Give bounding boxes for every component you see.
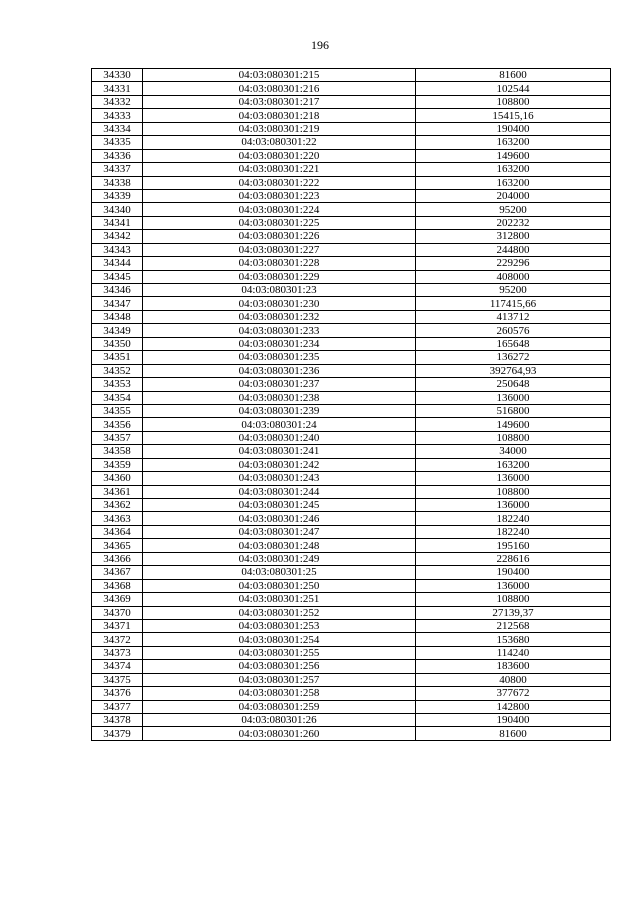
row-number-cell: 34367	[92, 566, 143, 579]
value-cell: 108800	[416, 95, 611, 108]
row-number-cell: 34334	[92, 122, 143, 135]
cadastral-number-cell: 04:03:080301:242	[143, 458, 416, 471]
value-cell: 95200	[416, 284, 611, 297]
cadastral-number-cell: 04:03:080301:219	[143, 122, 416, 135]
row-number-cell: 34341	[92, 216, 143, 229]
table-row	[92, 525, 611, 538]
table-row	[92, 176, 611, 189]
value-cell: 182240	[416, 512, 611, 525]
table-row	[92, 727, 611, 740]
cadastral-number-cell: 04:03:080301:243	[143, 472, 416, 485]
cadastral-number-cell: 04:03:080301:215	[143, 69, 416, 82]
cadastral-number-cell: 04:03:080301:23	[143, 284, 416, 297]
row-number-cell: 34345	[92, 270, 143, 283]
cadastral-number-cell: 04:03:080301:260	[143, 727, 416, 740]
cadastral-number-cell: 04:03:080301:250	[143, 579, 416, 592]
value-cell: 165648	[416, 337, 611, 350]
value-cell: 413712	[416, 310, 611, 323]
cadastral-number-cell: 04:03:080301:240	[143, 431, 416, 444]
row-number-cell: 34364	[92, 525, 143, 538]
cadastral-number-cell: 04:03:080301:236	[143, 364, 416, 377]
cadastral-number-cell: 04:03:080301:248	[143, 539, 416, 552]
value-cell: 114240	[416, 646, 611, 659]
cadastral-number-cell: 04:03:080301:235	[143, 351, 416, 364]
cadastral-number-cell: 04:03:080301:226	[143, 230, 416, 243]
cadastral-number-cell: 04:03:080301:218	[143, 109, 416, 122]
row-number-cell: 34356	[92, 418, 143, 431]
value-cell: 153680	[416, 633, 611, 646]
row-number-cell: 34365	[92, 539, 143, 552]
table-row	[92, 512, 611, 525]
table-row	[92, 552, 611, 565]
table-row	[92, 189, 611, 202]
cadastral-number-cell: 04:03:080301:233	[143, 324, 416, 337]
table-row	[92, 136, 611, 149]
row-number-cell: 34343	[92, 243, 143, 256]
row-number-cell: 34352	[92, 364, 143, 377]
row-number-cell: 34379	[92, 727, 143, 740]
value-cell: 377672	[416, 687, 611, 700]
table-row	[92, 324, 611, 337]
row-number-cell: 34368	[92, 579, 143, 592]
value-cell: 108800	[416, 593, 611, 606]
cadastral-number-cell: 04:03:080301:227	[143, 243, 416, 256]
row-number-cell: 34350	[92, 337, 143, 350]
value-cell: 163200	[416, 136, 611, 149]
cadastral-number-cell: 04:03:080301:245	[143, 499, 416, 512]
value-cell: 228616	[416, 552, 611, 565]
table-row	[92, 310, 611, 323]
row-number-cell: 34358	[92, 445, 143, 458]
table-row	[92, 122, 611, 135]
table-row	[92, 458, 611, 471]
value-cell: 40800	[416, 673, 611, 686]
value-cell: 183600	[416, 660, 611, 673]
row-number-cell: 34336	[92, 149, 143, 162]
row-number-cell: 34376	[92, 687, 143, 700]
row-number-cell: 34370	[92, 606, 143, 619]
row-number-cell: 34351	[92, 351, 143, 364]
row-number-cell: 34338	[92, 176, 143, 189]
table-row	[92, 660, 611, 673]
cadastral-number-cell: 04:03:080301:239	[143, 404, 416, 417]
cadastral-number-cell: 04:03:080301:229	[143, 270, 416, 283]
cadastral-number-cell: 04:03:080301:221	[143, 163, 416, 176]
registry-table	[91, 68, 611, 741]
cadastral-number-cell: 04:03:080301:25	[143, 566, 416, 579]
row-number-cell: 34369	[92, 593, 143, 606]
table-row	[92, 95, 611, 108]
table-row	[92, 230, 611, 243]
row-number-cell: 34330	[92, 69, 143, 82]
table-row	[92, 485, 611, 498]
value-cell: 312800	[416, 230, 611, 243]
cadastral-number-cell: 04:03:080301:241	[143, 445, 416, 458]
cadastral-number-cell: 04:03:080301:258	[143, 687, 416, 700]
table-row	[92, 163, 611, 176]
value-cell: 34000	[416, 445, 611, 458]
cadastral-number-cell: 04:03:080301:255	[143, 646, 416, 659]
cadastral-number-cell: 04:03:080301:22	[143, 136, 416, 149]
table-row	[92, 431, 611, 444]
value-cell: 408000	[416, 270, 611, 283]
value-cell: 136000	[416, 391, 611, 404]
cadastral-number-cell: 04:03:080301:244	[143, 485, 416, 498]
value-cell: 81600	[416, 69, 611, 82]
value-cell: 102544	[416, 82, 611, 95]
table-row	[92, 82, 611, 95]
row-number-cell: 34373	[92, 646, 143, 659]
cadastral-number-cell: 04:03:080301:259	[143, 700, 416, 713]
table-row	[92, 714, 611, 727]
table-row	[92, 351, 611, 364]
value-cell: 136000	[416, 499, 611, 512]
value-cell: 516800	[416, 404, 611, 417]
row-number-cell: 34354	[92, 391, 143, 404]
table-row	[92, 566, 611, 579]
table-row	[92, 284, 611, 297]
cadastral-number-cell: 04:03:080301:253	[143, 619, 416, 632]
row-number-cell: 34349	[92, 324, 143, 337]
table-row	[92, 216, 611, 229]
cadastral-number-cell: 04:03:080301:256	[143, 660, 416, 673]
cadastral-number-cell: 04:03:080301:222	[143, 176, 416, 189]
row-number-cell: 34366	[92, 552, 143, 565]
row-number-cell: 34340	[92, 203, 143, 216]
table-row	[92, 445, 611, 458]
cadastral-number-cell: 04:03:080301:220	[143, 149, 416, 162]
table-row	[92, 633, 611, 646]
cadastral-number-cell: 04:03:080301:232	[143, 310, 416, 323]
cadastral-number-cell: 04:03:080301:238	[143, 391, 416, 404]
value-cell: 204000	[416, 189, 611, 202]
cadastral-number-cell: 04:03:080301:252	[143, 606, 416, 619]
value-cell: 117415,66	[416, 297, 611, 310]
value-cell: 190400	[416, 122, 611, 135]
table-row	[92, 646, 611, 659]
table-row	[92, 418, 611, 431]
row-number-cell: 34362	[92, 499, 143, 512]
cadastral-number-cell: 04:03:080301:217	[143, 95, 416, 108]
page-number: 196	[311, 38, 329, 52]
value-cell: 136000	[416, 579, 611, 592]
value-cell: 15415,16	[416, 109, 611, 122]
table-row	[92, 270, 611, 283]
value-cell: 95200	[416, 203, 611, 216]
cadastral-number-cell: 04:03:080301:257	[143, 673, 416, 686]
table-row	[92, 337, 611, 350]
cadastral-number-cell: 04:03:080301:254	[143, 633, 416, 646]
cadastral-number-cell: 04:03:080301:234	[143, 337, 416, 350]
cadastral-number-cell: 04:03:080301:230	[143, 297, 416, 310]
table-row	[92, 687, 611, 700]
value-cell: 163200	[416, 458, 611, 471]
row-number-cell: 34360	[92, 472, 143, 485]
table-row	[92, 539, 611, 552]
value-cell: 190400	[416, 714, 611, 727]
value-cell: 260576	[416, 324, 611, 337]
row-number-cell: 34355	[92, 404, 143, 417]
value-cell: 142800	[416, 700, 611, 713]
table-row	[92, 579, 611, 592]
row-number-cell: 34375	[92, 673, 143, 686]
value-cell: 81600	[416, 727, 611, 740]
row-number-cell: 34346	[92, 284, 143, 297]
table-row	[92, 700, 611, 713]
cadastral-number-cell: 04:03:080301:223	[143, 189, 416, 202]
cadastral-number-cell: 04:03:080301:249	[143, 552, 416, 565]
cadastral-number-cell: 04:03:080301:237	[143, 378, 416, 391]
value-cell: 392764,93	[416, 364, 611, 377]
table-row	[92, 243, 611, 256]
row-number-cell: 34335	[92, 136, 143, 149]
row-number-cell: 34337	[92, 163, 143, 176]
row-number-cell: 34348	[92, 310, 143, 323]
value-cell: 163200	[416, 176, 611, 189]
table-row	[92, 593, 611, 606]
table-row	[92, 203, 611, 216]
table-row	[92, 364, 611, 377]
row-number-cell: 34377	[92, 700, 143, 713]
value-cell: 244800	[416, 243, 611, 256]
value-cell: 212568	[416, 619, 611, 632]
table-row	[92, 606, 611, 619]
cadastral-number-cell: 04:03:080301:24	[143, 418, 416, 431]
row-number-cell: 34363	[92, 512, 143, 525]
cadastral-number-cell: 04:03:080301:224	[143, 203, 416, 216]
row-number-cell: 34361	[92, 485, 143, 498]
value-cell: 163200	[416, 163, 611, 176]
row-number-cell: 34359	[92, 458, 143, 471]
row-number-cell: 34332	[92, 95, 143, 108]
row-number-cell: 34371	[92, 619, 143, 632]
value-cell: 195160	[416, 539, 611, 552]
value-cell: 136272	[416, 351, 611, 364]
cadastral-number-cell: 04:03:080301:228	[143, 257, 416, 270]
value-cell: 182240	[416, 525, 611, 538]
table-row	[92, 619, 611, 632]
row-number-cell: 34374	[92, 660, 143, 673]
value-cell: 136000	[416, 472, 611, 485]
cadastral-number-cell: 04:03:080301:225	[143, 216, 416, 229]
value-cell: 149600	[416, 149, 611, 162]
row-number-cell: 34339	[92, 189, 143, 202]
table-row	[92, 378, 611, 391]
value-cell: 108800	[416, 431, 611, 444]
cadastral-number-cell: 04:03:080301:216	[143, 82, 416, 95]
row-number-cell: 34344	[92, 257, 143, 270]
registry-table-body	[92, 69, 611, 741]
row-number-cell: 34372	[92, 633, 143, 646]
value-cell: 27139,37	[416, 606, 611, 619]
table-row	[92, 69, 611, 82]
table-row	[92, 404, 611, 417]
value-cell: 202232	[416, 216, 611, 229]
table-row	[92, 149, 611, 162]
table-row	[92, 257, 611, 270]
value-cell: 229296	[416, 257, 611, 270]
cadastral-number-cell: 04:03:080301:247	[143, 525, 416, 538]
table-row	[92, 499, 611, 512]
table-row	[92, 297, 611, 310]
row-number-cell: 34357	[92, 431, 143, 444]
row-number-cell: 34347	[92, 297, 143, 310]
row-number-cell: 34353	[92, 378, 143, 391]
table-row	[92, 673, 611, 686]
cadastral-number-cell: 04:03:080301:246	[143, 512, 416, 525]
value-cell: 149600	[416, 418, 611, 431]
value-cell: 190400	[416, 566, 611, 579]
table-row	[92, 109, 611, 122]
row-number-cell: 34333	[92, 109, 143, 122]
row-number-cell: 34331	[92, 82, 143, 95]
table-row	[92, 472, 611, 485]
row-number-cell: 34342	[92, 230, 143, 243]
value-cell: 250648	[416, 378, 611, 391]
row-number-cell: 34378	[92, 714, 143, 727]
cadastral-number-cell: 04:03:080301:26	[143, 714, 416, 727]
table-row	[92, 391, 611, 404]
value-cell: 108800	[416, 485, 611, 498]
cadastral-number-cell: 04:03:080301:251	[143, 593, 416, 606]
